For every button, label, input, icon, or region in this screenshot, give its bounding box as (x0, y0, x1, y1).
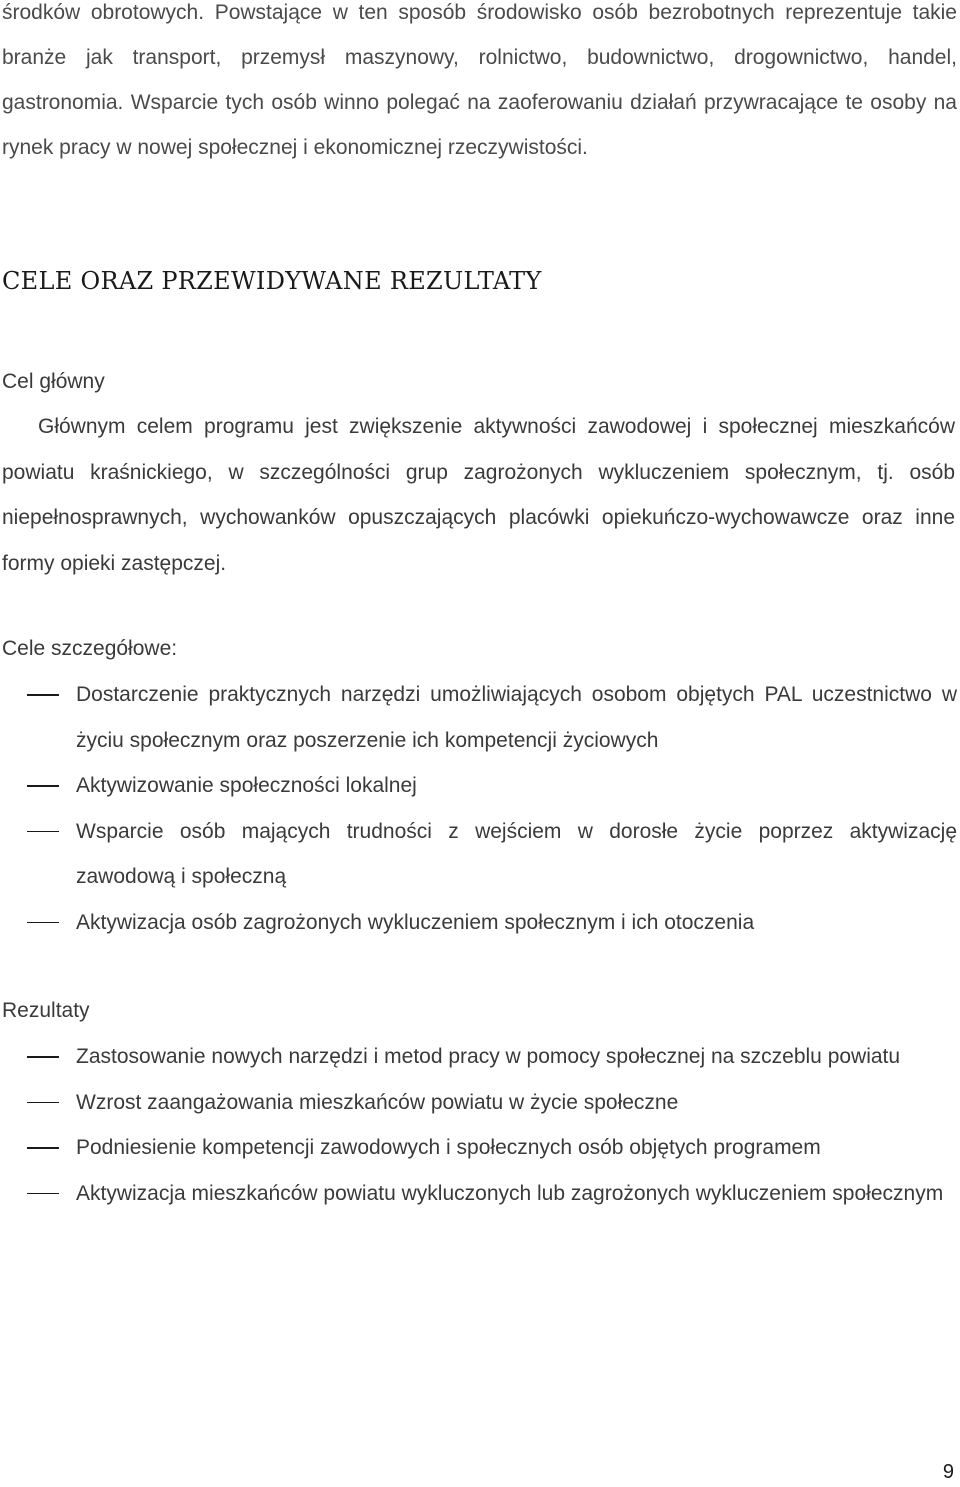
list-item (0, 672, 957, 763)
dash-bullet-icon (27, 922, 59, 924)
results-label: Rezultaty (2, 999, 90, 1022)
list-item-text: Aktywizacja osób zagrożonych wykluczeniem społecznym i ich otoczenia (76, 910, 755, 934)
page-number: 9 (942, 1461, 954, 1483)
list-item (0, 763, 957, 809)
main-goal-label: Cel główny (2, 370, 105, 393)
main-goal-paragraph: Głównym celem programu jest zwiększenie aktywności zawodowej i społecznej mieszkańców powiatu kraśnickiego, w szczególności grup zagrożonych wykluczeniem społecznym, tj. osób niepełnosprawnych, wychowanków opuszczających placówki opiekuńczo-wychowawcze oraz inne formy opieki zastępczej. (2, 415, 955, 575)
list-item-text: Zastosowanie nowych narzędzi i metod pracy w pomocy społecznej na szczeblu powiatu (76, 1045, 901, 1068)
dash-bullet-icon (27, 1193, 59, 1195)
dash-bullet-icon (27, 831, 59, 833)
detailed-goals-label: Cele szczegółowe: (2, 637, 178, 660)
list-item-text: Wzrost zaangażowania mieszkańców powiatu w życie społeczne (76, 1090, 679, 1114)
list-item (0, 1034, 957, 1080)
list-item (0, 1171, 957, 1217)
section-heading: CELE ORAZ PRZEWIDYWANE REZULTATY (2, 267, 542, 295)
detailed-goals-list (0, 672, 957, 945)
list-item (0, 1080, 957, 1126)
list-item-text: Dostarczenie praktycznych narzędzi umożliwiających osobom objętych PAL uczestnictwo w życiu społecznym oraz poszerzenie ich kompetencji życiowych (76, 683, 957, 752)
dash-bullet-icon (27, 1147, 59, 1149)
list-item (0, 809, 957, 900)
results-list (0, 1034, 957, 1216)
list-item-text: Wsparcie osób mających trudności z wejściem w dorosłe życie poprzez aktywizację zawodową i społeczną (76, 819, 957, 888)
list-item (0, 900, 957, 946)
dash-bullet-icon (27, 785, 59, 787)
dash-bullet-icon (27, 1056, 59, 1058)
dash-bullet-icon (27, 694, 59, 696)
list-item (0, 1125, 957, 1171)
dash-bullet-icon (27, 1102, 59, 1104)
list-item-text: Podniesienie kompetencji zawodowych i społecznych osób objętych programem (76, 1136, 821, 1159)
intro-paragraph: środków obrotowych. Powstające w ten sposób środowisko osób bezrobotnych reprezentuje takie branże jak transport, przemysł maszynowy, rolnictwo, budownictwo, drogownictwo, handel, gastronomia. Wsparcie tych osób winno polegać na zaoferowaniu działań przywracające te osoby na rynek pracy w nowej społecznej i ekonomicznej rzeczywistości. (2, 1, 957, 159)
list-item-text: Aktywizowanie społeczności lokalnej (76, 774, 417, 797)
list-item-text: Aktywizacja mieszkańców powiatu wykluczonych lub zagrożonych wykluczeniem społecznym (76, 1181, 944, 1205)
